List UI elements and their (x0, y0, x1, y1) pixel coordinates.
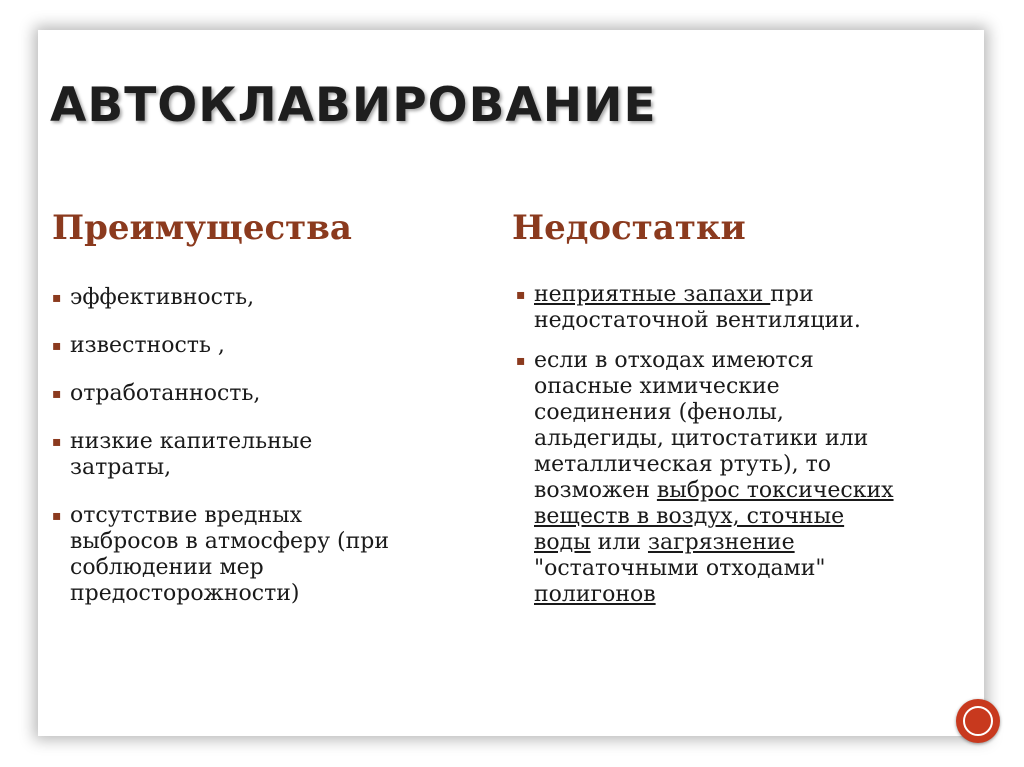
list-item (516, 348, 896, 608)
list-item (52, 381, 397, 407)
list-item-text: известность , (70, 333, 225, 358)
list-item-text: если в отходах имеются опасные химические соединения (фенолы, альдегиды, цитостатики или металлическая ртуть), то возможен (534, 348, 869, 503)
list-item-text: низкие капительные затраты, (70, 429, 313, 480)
disadvantages-list (516, 282, 896, 622)
list-item-text: эффективность, (70, 285, 255, 310)
circle-icon (963, 706, 993, 736)
list-item (516, 282, 896, 334)
list-item (52, 285, 397, 311)
bullet-icon: ▪ (516, 353, 526, 369)
slide-title: АВТОКЛАВИРОВАНИЕ (50, 78, 657, 133)
list-item (52, 503, 397, 607)
disadvantages-heading: Недостатки (512, 208, 746, 248)
slide-nav-button[interactable] (956, 699, 1000, 743)
list-item-text: "остаточными отходами" (534, 556, 826, 581)
bullet-icon: ▪ (52, 434, 62, 450)
link-landfills[interactable]: полигонов (534, 582, 656, 607)
link-unpleasant-odors[interactable]: неприятные запахи (534, 282, 771, 307)
link-toxic-emission[interactable]: выброс токсических веществ в воздух, сточные воды (534, 478, 894, 555)
link-pollution[interactable]: загрязнение (647, 530, 795, 555)
advantages-list (52, 285, 397, 629)
list-item-text: при недостаточной вентиляции. (534, 282, 861, 333)
bullet-icon: ▪ (52, 508, 62, 524)
list-item-text: отсутствие вредных выбросов в атмосферу (при соблюдении мер предосторожности) (70, 503, 390, 606)
list-item (52, 333, 397, 359)
list-item-text: отработанность, (70, 381, 261, 406)
bullet-icon: ▪ (52, 386, 62, 402)
list-item (52, 429, 397, 481)
bullet-icon: ▪ (52, 338, 62, 354)
bullet-icon: ▪ (52, 290, 62, 306)
bullet-icon: ▪ (516, 287, 526, 303)
list-item-text: или (590, 530, 648, 555)
advantages-heading: Преимущества (52, 208, 352, 248)
